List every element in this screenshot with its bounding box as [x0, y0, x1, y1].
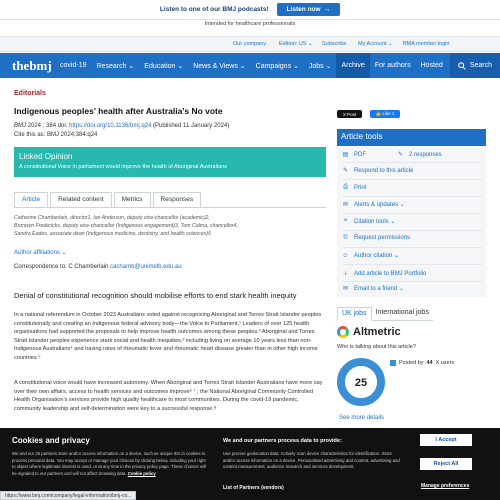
- linked-opinion-title[interactable]: A constitutional Voice in parliament would improve the health of Aboriginal Australians: [19, 164, 227, 170]
- tool-portfolio[interactable]: [342, 269, 426, 278]
- tool-divider: [342, 281, 482, 282]
- author-affiliations-toggle[interactable]: Author affiliations ⌄: [14, 250, 67, 256]
- main-nav: [0, 53, 500, 78]
- tool-alerts[interactable]: [342, 201, 405, 208]
- altmetric-name: Altmetric: [353, 326, 401, 338]
- tool-label: 2 responses: [409, 151, 442, 158]
- email-icon: ✉: [342, 286, 349, 292]
- altmetric-question: Who is talking about this article?: [337, 344, 416, 350]
- doi-link[interactable]: https://doi.org/10.1136/bmj.q24: [69, 123, 152, 129]
- nav-education[interactable]: Education ⌄: [144, 62, 184, 70]
- correspondence-email[interactable]: cachamb@unimelb.edu.au: [110, 264, 182, 270]
- comment-icon: ✎: [397, 152, 404, 158]
- article-tabs: [14, 192, 203, 208]
- tool-label: Request permissions: [354, 235, 411, 241]
- tool-divider: [342, 162, 482, 163]
- tab-related-content[interactable]: Related content: [50, 192, 112, 208]
- accept-button[interactable]: I Accept: [420, 434, 472, 446]
- author-line[interactable]: Sandra Eades, associate dean (Indigenous medicine, dentistry, and health sciences)5: [14, 231, 211, 237]
- listen-now-label: Listen now: [286, 6, 321, 13]
- section-label[interactable]: Editorials: [14, 90, 46, 97]
- tool-divider: [342, 179, 482, 180]
- bmj-logo[interactable]: thebmj: [12, 57, 52, 73]
- posted-post: X users: [435, 360, 455, 366]
- citation-volume: 2024 ; 384 doi:: [26, 123, 70, 129]
- altmetric-score: 25: [354, 377, 368, 389]
- x-swatch-icon: [390, 360, 396, 366]
- author-line[interactable]: Catherine Chamberlain, director1, Ian Anderson, deputy vice-chancellor (academic)2,: [14, 215, 210, 221]
- cookie-purposes-text: Use precise geolocation data. Actively scan device characteristics for identification. Store and/or access information on a device. Personalised advertising and content, advertising and content measurement, audience research and services development.: [223, 451, 400, 470]
- nav-archive[interactable]: Archive: [336, 53, 369, 78]
- tool-permissions[interactable]: [342, 235, 410, 241]
- author-icon: ☺: [342, 252, 349, 259]
- article-tools-panel: [337, 147, 486, 297]
- manage-preferences-link[interactable]: Manage preferences: [421, 483, 470, 489]
- tool-label: PDF: [354, 151, 366, 158]
- podcast-promo-bar: [0, 0, 500, 20]
- promo-text: Listen to one of our BMJ podcasts!: [159, 6, 269, 13]
- body-paragraph: In a national referendum in October 2023 Australians voted against recognising Aboriginal and Torres Strait Islander peoples constitutionally and creating an Indigenous federal advisory body—the Voice to Parliament.¹ Leaders of over 125 health organisations had supported the proposals to help improve health outcomes among these peoples.² Aboriginal and Torres Strait Islander peoples experience stark social and health inequities,³ including living on average 10 years less than non-Indigenous Australians⁴ and having rates of rheumatic fever and rheumatic heart disease greater than in other high income countries.⁵: [14, 312, 322, 361]
- altmetric-donut[interactable]: [336, 357, 386, 407]
- our-company-link[interactable]: Our company: [233, 41, 267, 47]
- facebook-like-button[interactable]: 👍 Like 1: [370, 110, 400, 118]
- tool-label: Respond to this article: [354, 167, 414, 174]
- tool-respond[interactable]: [342, 167, 413, 174]
- correspondence-label: Correspondence to: C Chamberlain: [14, 264, 111, 270]
- alert-icon: ✉: [342, 202, 349, 208]
- tool-divider: [342, 196, 482, 197]
- standfirst: Denial of constitutional recognition should mobilise efforts to end stark health inequity: [14, 291, 297, 300]
- nav-for-authors[interactable]: For authors: [374, 62, 411, 69]
- subscribe-link[interactable]: Subscribe: [322, 41, 347, 47]
- published-date: (Published 11 January 2024): [151, 123, 230, 129]
- tool-responses-count[interactable]: [397, 151, 442, 158]
- linked-opinion-box[interactable]: [14, 147, 326, 177]
- search-button[interactable]: [450, 53, 500, 78]
- nav-covid19[interactable]: covid-19: [60, 62, 87, 69]
- article-tools-heading: Article tools: [337, 129, 486, 146]
- cookie-body: We and our 25 partners store and/or access information on a device, such as unique IDs in cookies to process personal data. You may accept or manage your choices by clicking below, including your right to object where legitimate interest is used, or at any time in the privacy policy page. These choices will be signaled to our partners and will not affect browsing data.: [12, 451, 206, 476]
- altmetric-posted: [390, 360, 454, 366]
- jobs-tabs: [337, 307, 433, 321]
- cookie-policy-link[interactable]: Cookie policy: [127, 470, 156, 476]
- author-line[interactable]: Bronwyn Fredericks, deputy vice-chancellor (Indigenous engagement)3, Tom Calma, chancellor4,: [14, 223, 238, 229]
- reject-all-button[interactable]: Reject All: [420, 458, 472, 470]
- tool-label: Email to a friend ⌄: [354, 286, 405, 292]
- tool-label: Citation tools ⌄: [354, 219, 396, 225]
- posted-count: 44: [426, 360, 433, 366]
- posted-pre: Posted by: [399, 360, 424, 366]
- arrow-right-icon: →: [323, 6, 331, 13]
- tool-divider: [342, 230, 482, 231]
- tool-print[interactable]: [342, 184, 366, 191]
- nav-campaigns[interactable]: Campaigns ⌄: [255, 62, 299, 70]
- tool-author-citation[interactable]: [342, 252, 399, 259]
- tool-label: Print: [354, 184, 367, 191]
- print-icon: ⎙: [343, 184, 348, 190]
- browser-status-bar: https://www.bmj.com/company/legal-information/bmj-co...: [0, 491, 136, 500]
- citation-line: [14, 123, 229, 129]
- article-title: Indigenous peoples’ health after Australia’s No vote: [14, 106, 223, 116]
- nav-news-views[interactable]: News & Views ⌄: [193, 62, 246, 70]
- my-account-menu[interactable]: My Account ⌄: [358, 41, 393, 47]
- cookie-purposes-heading: We and our partners process data to provide:: [223, 438, 342, 444]
- cookie-text: [12, 451, 210, 477]
- see-more-details-link[interactable]: See more details: [339, 415, 385, 421]
- nav-hosted[interactable]: Hosted: [420, 62, 443, 69]
- hcp-note: Intended for healthcare professionals: [204, 21, 296, 27]
- altmetric-logo-icon: [337, 326, 349, 338]
- listen-now-button[interactable]: [277, 3, 340, 16]
- tool-divider: [342, 264, 482, 265]
- cookie-title: Cookies and privacy: [12, 436, 90, 445]
- citation-icon: ❝: [343, 219, 348, 225]
- cookie-banner: [0, 428, 500, 500]
- tab-international-jobs[interactable]: International jobs: [372, 307, 433, 321]
- altmetric-header: [337, 326, 401, 338]
- tool-label: Author citation ⌄: [354, 253, 400, 259]
- search-label: Search: [469, 62, 492, 69]
- tool-label: Add article to BMJ Portfolio: [354, 270, 427, 277]
- edition-select[interactable]: Edition: US ⌄: [279, 41, 313, 47]
- pdf-icon: ▤: [342, 152, 349, 158]
- tab-divider: [14, 207, 326, 208]
- tab-article[interactable]: Article: [14, 192, 48, 208]
- tool-pdf[interactable]: [342, 151, 366, 158]
- tab-metrics[interactable]: Metrics: [114, 192, 151, 208]
- top-links-bar: [0, 36, 500, 52]
- vendors-link[interactable]: List of Partners (vendors): [223, 485, 284, 491]
- portfolio-icon: ＋: [342, 272, 349, 278]
- x-post-button[interactable]: X Post: [337, 110, 362, 118]
- tab-responses[interactable]: Responses: [153, 192, 202, 208]
- respond-icon: ✎: [342, 168, 349, 174]
- nav-research[interactable]: Research ⌄: [96, 62, 135, 70]
- tool-label: Alerts & updates ⌄: [354, 202, 405, 208]
- linked-opinion-heading: Linked Opinion: [19, 152, 73, 161]
- tab-uk-jobs[interactable]: UK jobs: [337, 307, 372, 321]
- correspondence: [14, 264, 182, 270]
- body-paragraph: A constitutional voice would have increased autonomy. When Aboriginal and Torres Strait Islander Australians have more say over their own affairs, access to health services and outcomes improve⁶ ⁷ ; the National Aboriginal Community Controlled Health Organisation’s services provide high quality healthcare to most communities. During the covid-19 pandemic, community leadership and self-determination were key to a successful response.⁸: [14, 380, 323, 412]
- nav-jobs[interactable]: Jobs ⌄: [308, 62, 332, 70]
- journal-name: BMJ: [14, 123, 26, 129]
- tool-divider: [342, 213, 482, 214]
- search-icon: [458, 62, 466, 70]
- permissions-icon: ©: [343, 235, 348, 241]
- tool-email[interactable]: [342, 285, 404, 292]
- cite-as: Cite this as: BMJ 2024;384:q24: [14, 132, 98, 138]
- tool-citation[interactable]: [342, 218, 395, 225]
- tool-divider: [342, 247, 482, 248]
- bma-login-link[interactable]: BMA member login: [403, 41, 450, 47]
- author-list: [14, 214, 324, 238]
